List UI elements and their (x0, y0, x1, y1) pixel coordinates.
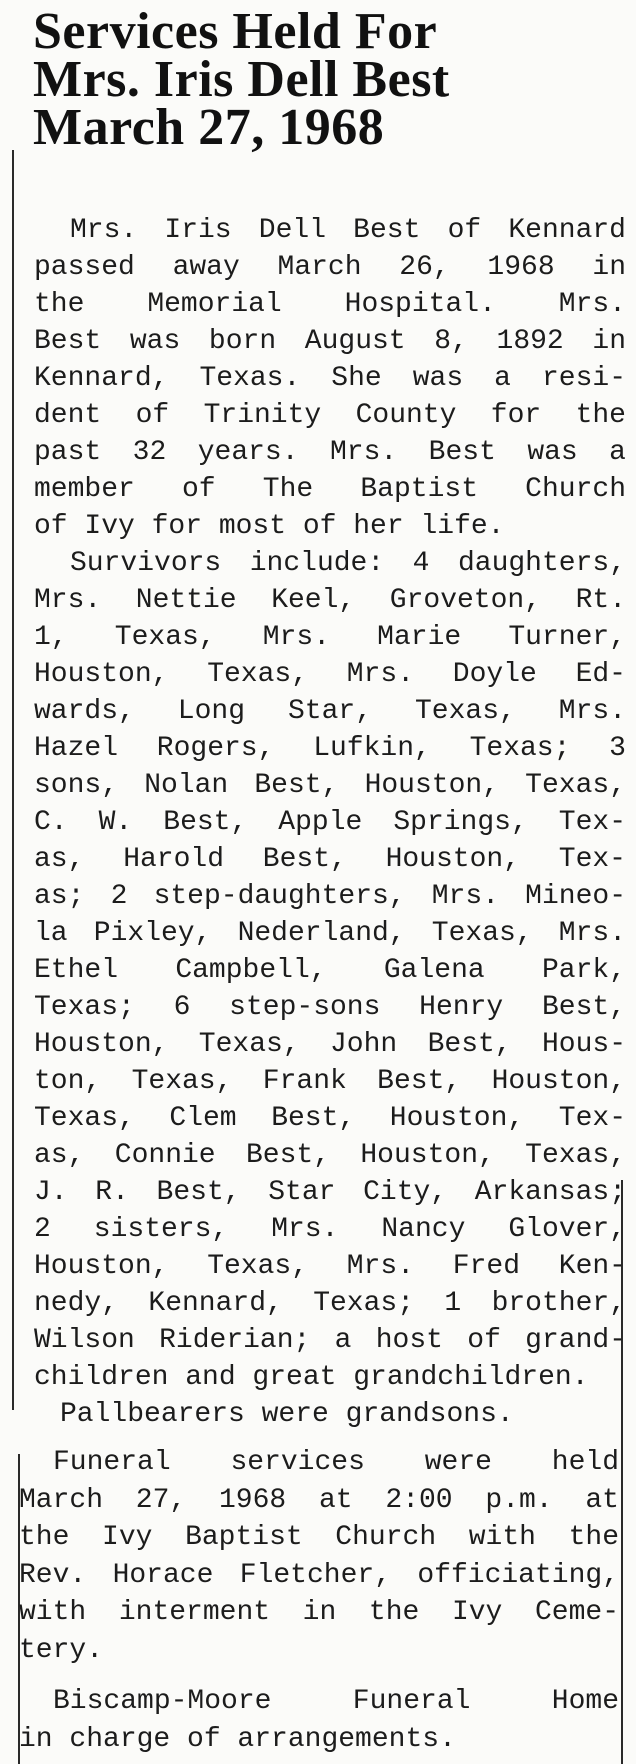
headline (33, 3, 623, 156)
body-line: of Ivy for most of her life. (34, 511, 505, 542)
body-line: Mrs. Nettie Keel, Groveton, Rt. (34, 585, 626, 616)
body-line: sons, Nolan Best, Houston, Texas, (34, 770, 626, 801)
body-line: March 27, 1968 at 2:00 p.m. at (19, 1484, 619, 1516)
headline-line-1: Services Held For (33, 3, 438, 60)
body-line: Houston, Texas, John Best, Hous- (34, 1029, 626, 1060)
body-line: with interment in the Ivy Ceme- (19, 1597, 619, 1628)
body-line: Best was born August 8, 1892 in (34, 326, 626, 357)
obituary-body (34, 212, 626, 1433)
body-line: Rev. Horace Fletcher, officiating, (19, 1559, 619, 1591)
body-line: as, Harold Best, Houston, Tex- (34, 844, 626, 875)
body-line: Houston, Texas, Mrs. Fred Ken- (34, 1251, 626, 1282)
body-line: Mrs. Iris Dell Best of Kennard (70, 215, 626, 246)
body-line: Pallbearers were grandsons. (60, 1399, 514, 1430)
body-line: Hazel Rogers, Lufkin, Texas; 3 (34, 733, 626, 764)
body-line: passed away March 26, 1968 in (34, 252, 626, 283)
body-line: as; 2 step-daughters, Mrs. Mineo- (34, 881, 626, 912)
column-rule-left (12, 150, 14, 1410)
headline-line-3: March 27, 1968 (33, 99, 385, 156)
paragraph-gap (19, 1669, 619, 1683)
obituary-services (19, 1444, 619, 1758)
body-line: past 32 years. Mrs. Best was a (34, 437, 626, 468)
body-line: member of The Baptist Church (34, 474, 626, 505)
body-line: Funeral services were held (53, 1447, 619, 1478)
headline-line-2: Mrs. Iris Dell Best (33, 51, 450, 108)
body-line: the Ivy Baptist Church with the (19, 1522, 619, 1553)
body-line: J. R. Best, Star City, Arkansas; (34, 1177, 626, 1208)
body-line: Texas, Clem Best, Houston, Tex- (34, 1103, 626, 1134)
body-line: tery. (19, 1634, 104, 1666)
body-line: nedy, Kennard, Texas; 1 brother, (34, 1288, 626, 1319)
body-line: Ethel Campbell, Galena Park, (34, 955, 626, 986)
body-line: as, Connie Best, Houston, Texas, (34, 1140, 626, 1171)
body-line: la Pixley, Nederland, Texas, Mrs. (34, 918, 626, 949)
body-line: Texas; 6 step-sons Henry Best, (34, 992, 626, 1023)
body-line: C. W. Best, Apple Springs, Tex- (34, 807, 626, 838)
body-line: 1, Texas, Mrs. Marie Turner, (34, 622, 626, 653)
body-line: Survivors include: 4 daughters, (70, 548, 626, 579)
body-line: ton, Texas, Frank Best, Houston, (34, 1066, 626, 1097)
body-line: Biscamp-Moore Funeral Home (53, 1686, 619, 1717)
body-line: children and great grandchildren. (34, 1362, 589, 1393)
body-line: Houston, Texas, Mrs. Doyle Ed- (34, 659, 626, 690)
body-line: Wilson Riderian; a host of grand- (34, 1325, 626, 1356)
body-line: dent of Trinity County for the (34, 400, 626, 431)
body-line: the Memorial Hospital. Mrs. (34, 289, 626, 320)
body-line: Kennard, Texas. She was a resi- (34, 363, 626, 394)
body-line: wards, Long Star, Texas, Mrs. (34, 696, 626, 727)
body-line: 2 sisters, Mrs. Nancy Glover, (34, 1214, 626, 1245)
body-line: in charge of arrangements. (19, 1723, 456, 1755)
